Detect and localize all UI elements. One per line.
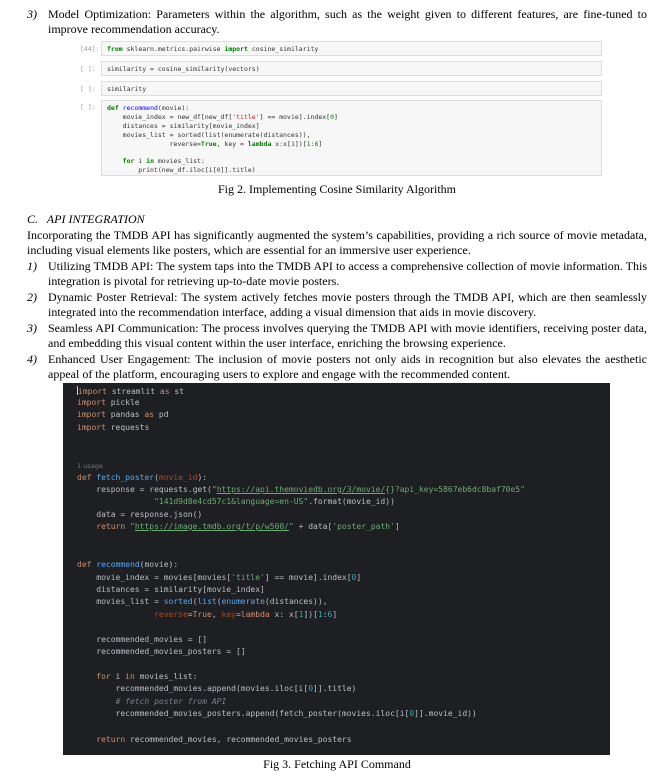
code-line: similarity = cosine_similarity(vectors) bbox=[107, 65, 260, 73]
code-cell[interactable] bbox=[101, 41, 602, 56]
list-number: 1) bbox=[27, 259, 37, 273]
cell-prompt: [ ]: bbox=[80, 65, 96, 73]
cell-prompt: [ ]: bbox=[80, 85, 96, 93]
list-item-text: Enhanced User Engagement: The inclusion of movie posters not only aids in recognition but also elevates the aesthetic appeal of the platform, encouraging users to explore and engage with the recommended content. bbox=[48, 352, 647, 381]
code-editor-screenshot bbox=[63, 383, 610, 755]
code-line: def recommend(movie): bbox=[77, 560, 179, 569]
cell-prompt: [44]: bbox=[80, 45, 100, 53]
code-comment: # fetch poster from API bbox=[77, 697, 227, 706]
code-cell[interactable] bbox=[101, 81, 602, 96]
code-line: import pickle bbox=[77, 398, 140, 407]
code-line: reverse=True, key=lambda x: x[1])[1:6] bbox=[154, 610, 338, 619]
code-line: import pandas as pd bbox=[77, 410, 169, 419]
code-line: data = response.json() bbox=[77, 510, 203, 519]
figure-caption: Fig 3. Fetching API Command bbox=[263, 757, 411, 771]
code-line: import streamlit as st bbox=[78, 387, 184, 396]
code-line: recommended_movies_posters = [] bbox=[77, 647, 246, 656]
code-line: response = requests.get("https://api.themoviedb.org/3/movie/{}?api_key=5867eb6dc8baf70e5" bbox=[77, 485, 525, 494]
code-line: return "https://image.tmdb.org/t/p/w500/" + data['poster_path'] bbox=[96, 522, 400, 531]
code-line: def recommend(movie): bbox=[107, 104, 190, 112]
list-number: 2) bbox=[27, 290, 37, 304]
code-line: import requests bbox=[77, 423, 150, 432]
code-cell[interactable] bbox=[101, 100, 602, 176]
code-line: recommended_movies_posters.append(fetch_poster(movies.iloc[i[0]].movie_id)) bbox=[77, 709, 477, 718]
code-line: for i in movies_list: bbox=[96, 672, 198, 681]
code-line: movies_list = sorted(list(enumerate(distances)), bbox=[107, 131, 311, 139]
list-item-text: Utilizing TMDB API: The system taps into the TMDB API to access a comprehensive collection of movie information. This integration is pivotal for retrieving up-to-date movie posters. bbox=[48, 259, 647, 288]
code-line: similarity bbox=[107, 85, 147, 93]
code-line: recommended_movies.append(movies.iloc[i[0]].title) bbox=[77, 684, 357, 693]
figure-caption: Fig 2. Implementing Cosine Similarity Algorithm bbox=[218, 182, 456, 196]
code-line: "141d9d8e4cd57c1&language=en-US".format(movie_id)) bbox=[154, 497, 395, 506]
section-heading: C. API INTEGRATION bbox=[27, 212, 145, 226]
code-line: movie_index = movies[movies['title'] == movie].index[0] bbox=[77, 573, 362, 582]
code-line: recommended_movies = [] bbox=[77, 635, 208, 644]
code-line: return recommended_movies, recommended_movies_posters bbox=[96, 735, 352, 744]
code-line: for i in movies_list: bbox=[122, 157, 205, 165]
code-line: reverse=True, key = lambda x:x[1])[1:6] bbox=[107, 140, 323, 148]
code-line: distances = similarity[movie_index] bbox=[77, 585, 265, 594]
code-cell[interactable] bbox=[101, 61, 602, 76]
list-number: 3) bbox=[27, 321, 37, 335]
code-line: def fetch_poster(movie_id): bbox=[77, 473, 208, 482]
code-line: distances = similarity[movie_index] bbox=[107, 122, 260, 130]
code-line: from sklearn.metrics.pairwise import cosine_similarity bbox=[107, 45, 319, 53]
cell-prompt: [ ]: bbox=[80, 103, 96, 111]
code-line: movies_list = sorted(list(enumerate(distances)), bbox=[77, 597, 328, 606]
paragraph: Incorporating the TMDB API has significantly augmented the system’s capabilities, providing a rich source of movie metadata, including visual elements like posters, which are essential for an immersive user experience. bbox=[27, 228, 647, 257]
list-item-text: Model Optimization: Parameters within the algorithm, such as the weight given to different features, are fine-tuned to improve recommendation accuracy. bbox=[48, 7, 647, 36]
code-module: sklearn.metrics.pairwise bbox=[126, 45, 221, 53]
usage-hint: 1 usage bbox=[77, 462, 103, 470]
code-line: print(new_df.iloc[i[0]].title) bbox=[107, 166, 256, 174]
list-number: 4) bbox=[27, 352, 37, 366]
list-number: 3) bbox=[27, 7, 37, 21]
list-item-text: Dynamic Poster Retrieval: The system actively fetches movie posters through the TMDB API, which are then seamlessly integrated into the recommendation interface, adding a visual dimension that aids in movie discovery. bbox=[48, 290, 647, 319]
list-item-text: Seamless API Communication: The process involves querying the TMDB API with movie identifiers, receiving poster data, and embedding this visual content within the user interface, enriching the browsing experience. bbox=[48, 321, 647, 350]
code-line: movie_index = new_df[new_df['title'] == movie].index[0] bbox=[107, 113, 338, 121]
